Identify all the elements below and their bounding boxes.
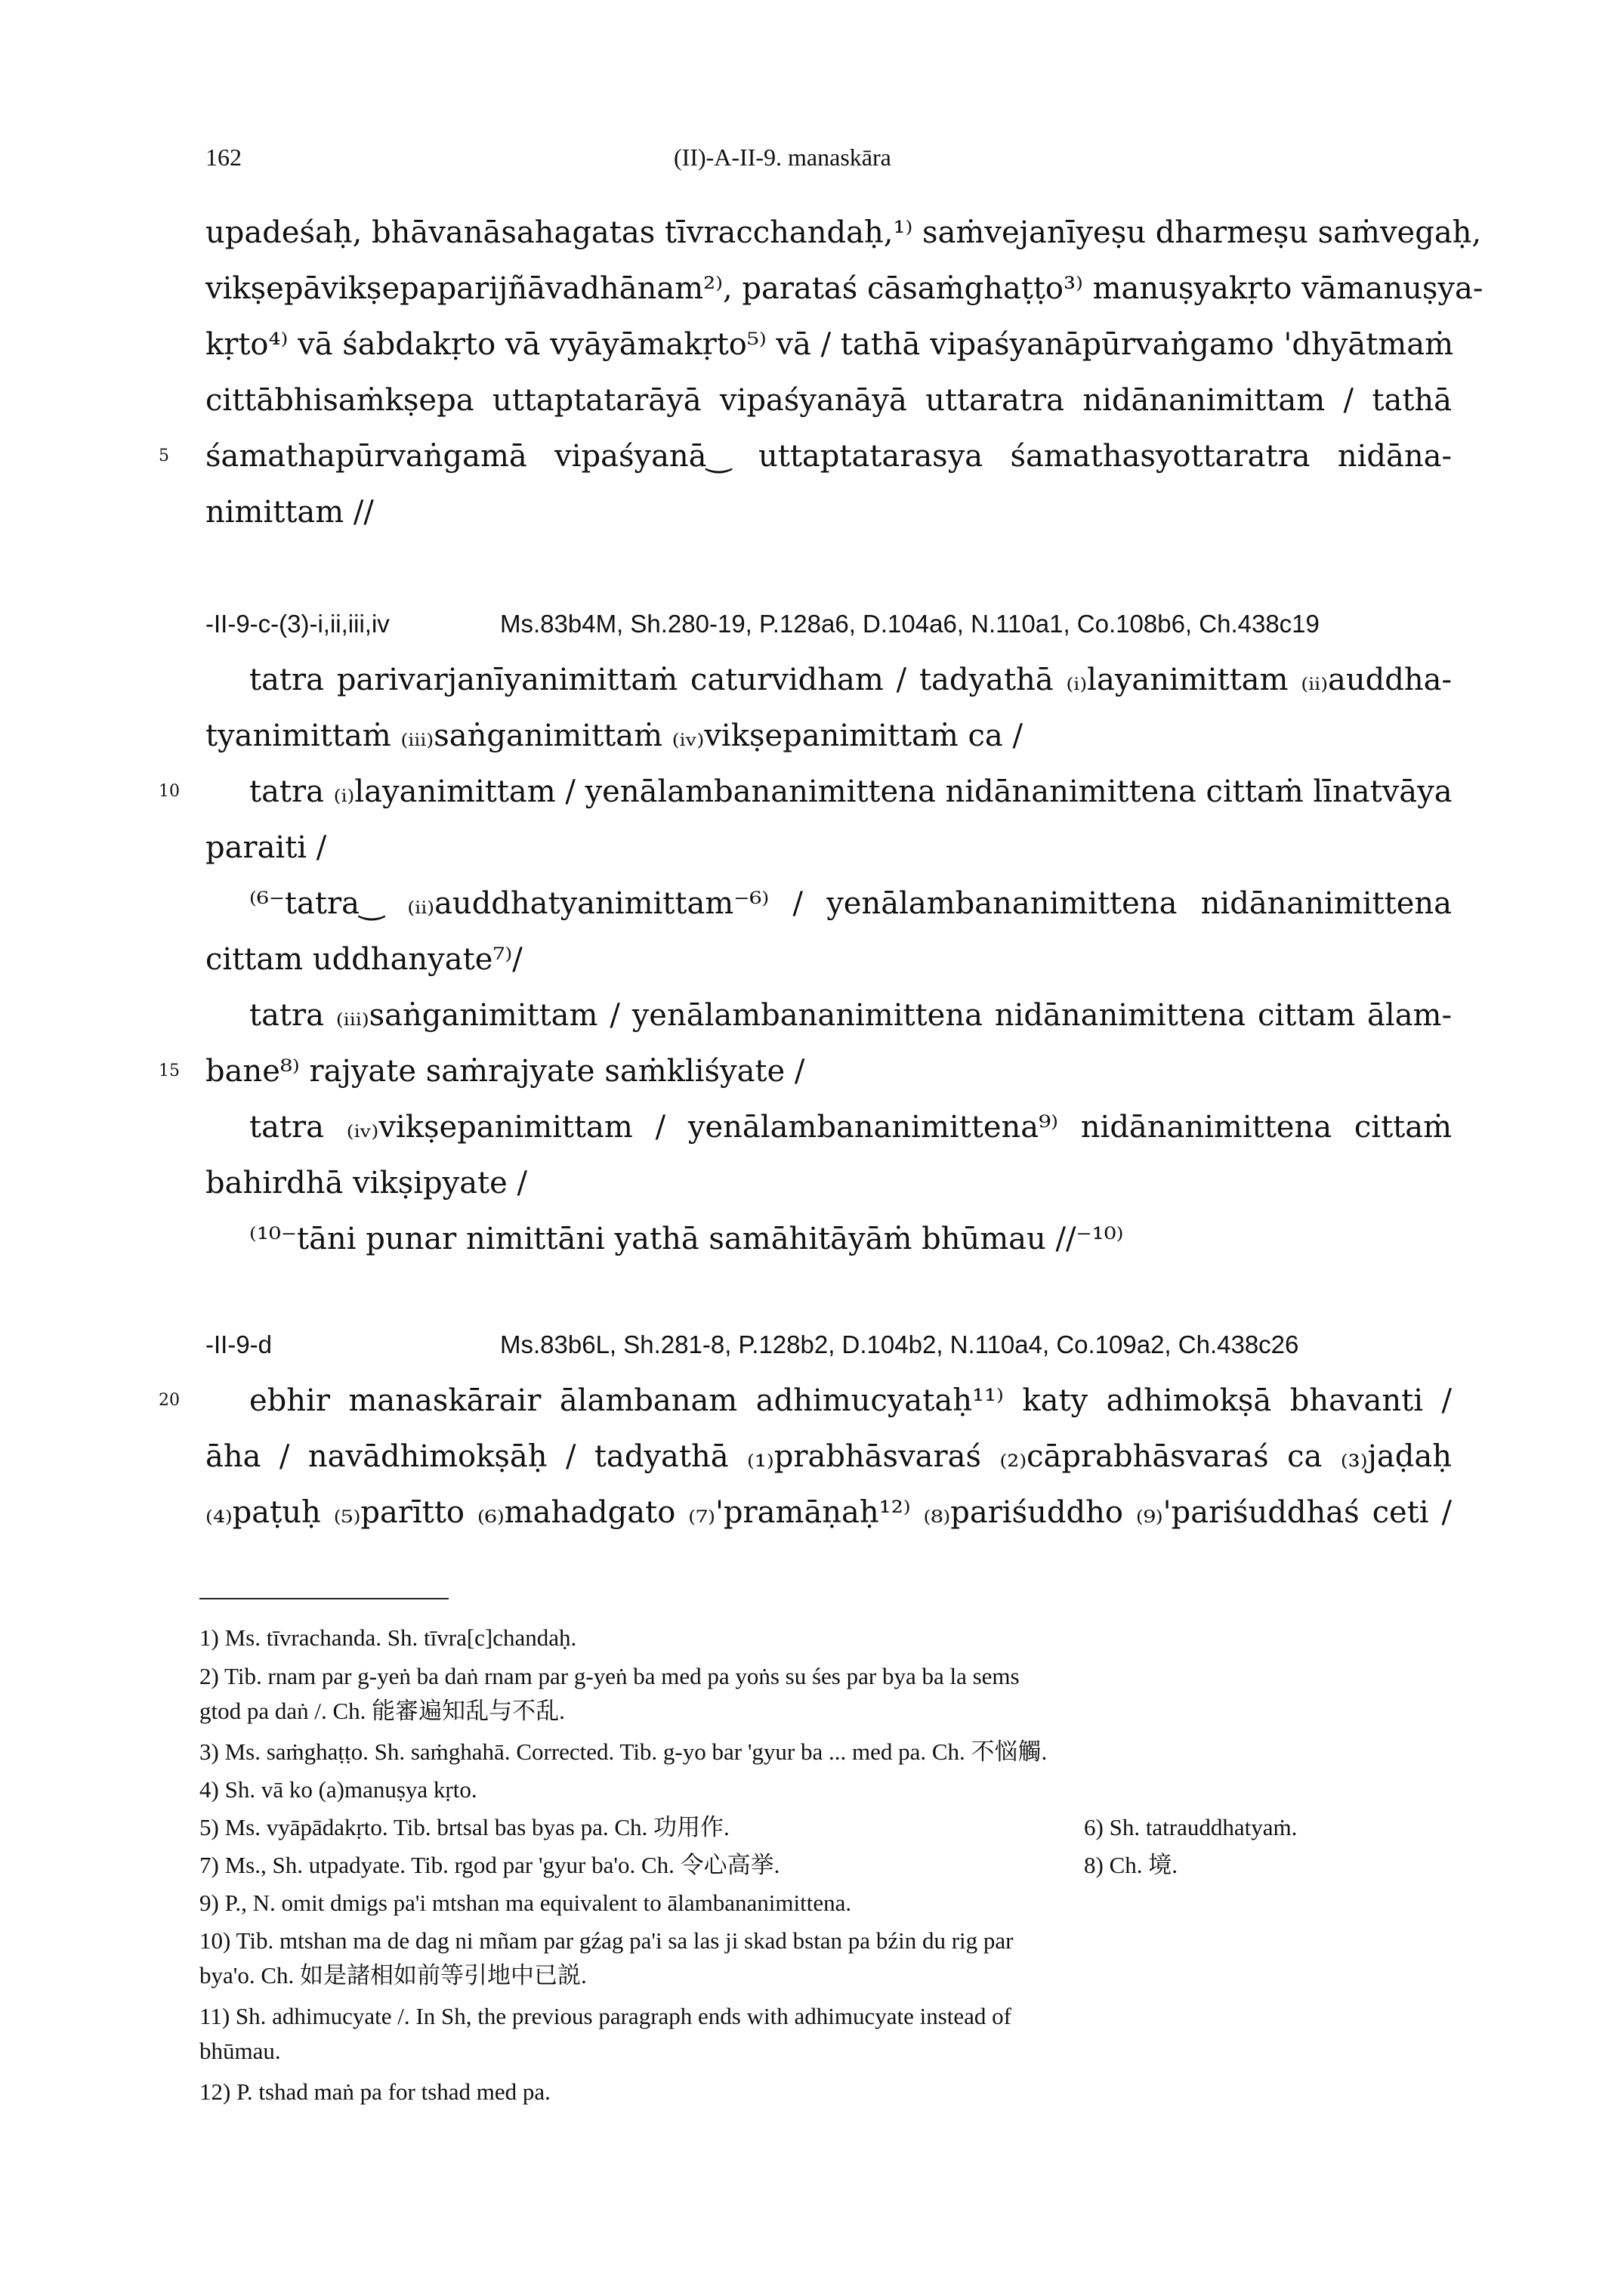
text-line: tatra parivarjanīyanimittaṁ caturvidham / tadyathā ₍ᵢ₎layanimittam ₍ᵢᵢ₎auddha- bbox=[249, 663, 1452, 697]
footnote-continuation: gtod pa daṅ /. Ch. 能審遍知乱与不乱. bbox=[199, 1698, 565, 1724]
text-line: tatra ₍ᵢᵥ₎vikṣepanimittam / yenālambananimittena⁹⁾ nidānanimittena cittaṁ bbox=[249, 1110, 1452, 1145]
footnote: 6) Sh. tatrauddhatyaṁ. bbox=[1084, 1814, 1298, 1840]
section-references: Ms.83b6L, Sh.281-8, P.128b2, D.104b2, N.110a4, Co.109a2, Ch.438c26 bbox=[500, 1330, 1299, 1358]
footnote-rule bbox=[199, 1598, 449, 1599]
footnote: 11) Sh. adhimucyate /. In Sh, the previous paragraph ends with adhimucyate instead of bbox=[199, 2003, 1011, 2029]
text-line: tyanimittaṁ ₍ᵢᵢᵢ₎saṅganimittaṁ ₍ᵢᵥ₎vikṣepanimittaṁ ca / bbox=[205, 718, 1023, 753]
text-line: ₍₄₎paṭuḥ ₍₅₎parītto ₍₆₎mahadgato ₍₇₎'pramāṇaḥ¹²⁾ ₍₈₎pariśuddho ₍₉₎'pariśuddhaś ceti / bbox=[205, 1495, 1452, 1530]
text-line: ebhir manaskārair ālambanam adhimucyataḥ¹¹⁾ katy adhimokṣā bhavanti / bbox=[249, 1383, 1452, 1418]
footnote: 10) Tib. mtshan ma de dag ni mñam par gźag pa'i sa las ji skad bstan pa bźin du rig par bbox=[199, 1927, 1014, 1954]
footnote: 2) Tib. rnam par g-yeṅ ba daṅ rnam par g-yeṅ ba med pa yoṅs su śes par bya ba la sems bbox=[199, 1663, 1020, 1689]
text-line: upadeśaḥ, bhāvanāsahagatas tīvracchandaḥ,¹⁾ saṁvejanīyeṣu dharmeṣu saṁvegaḥ, bbox=[205, 215, 1482, 250]
footnote-continuation: bya'o. Ch. 如是諸相如前等引地中已説. bbox=[199, 1962, 587, 1989]
footnote: 3) Ms. saṁghaṭṭo. Sh. saṁghahā. Corrected. Tib. g-yo bar 'gyur ba ... med pa. Ch. 不悩觸. bbox=[199, 1738, 1048, 1765]
text-line: kṛto⁴⁾ vā śabdakṛto vā vyāyāmakṛto⁵⁾ vā / tathā vipaśyanāpūrvaṅgamo 'dhyātmaṁ bbox=[205, 327, 1453, 362]
section-heading bbox=[205, 604, 1452, 644]
text-line: cittābhisaṁkṣepa uttaptatarāyā vipaśyanāyā uttaratra nidānanimittam / tathā bbox=[205, 383, 1452, 418]
text-line: tatra ₍ᵢᵢᵢ₎saṅganimittam / yenālambananimittena nidānanimittena cittam ālam- bbox=[249, 998, 1452, 1033]
text-line: bahirdhā vikṣipyate / bbox=[205, 1166, 527, 1201]
text-line: ⁽⁶⁻tatra‿ ₍ᵢᵢ₎auddhatyanimittam⁻⁶⁾ / yenālambananimittena nidānanimittena bbox=[249, 886, 1452, 921]
text-line: tatra ₍ᵢ₎layanimittam / yenālambananimittena nidānanimittena cittaṁ līnatvāya bbox=[249, 774, 1453, 809]
text-line: śamathapūrvaṅgamā vipaśyanā‿ uttaptatarasya śamathasyottaratra nidāna- bbox=[205, 439, 1452, 474]
line-number: 10 bbox=[159, 782, 180, 801]
footnote-continuation: bhūmau. bbox=[199, 2038, 281, 2064]
section-heading bbox=[205, 1325, 1452, 1364]
section-id: -II-9-d bbox=[205, 1330, 273, 1358]
footnote: 8) Ch. 境. bbox=[1084, 1852, 1178, 1878]
text-line: bane⁸⁾ rajyate saṁrajyate saṁkliśyate / bbox=[205, 1054, 805, 1089]
text-line: vikṣepāvikṣepaparijñāvadhānam²⁾, parataś cāsaṁghaṭṭo³⁾ manuṣyakṛto vāmanuṣya- bbox=[205, 271, 1484, 306]
footnote: 5) Ms. vyāpādakṛto. Tib. brtsal bas byas pa. Ch. 功用作. bbox=[199, 1814, 730, 1840]
text-line: cittam uddhanyate⁷⁾/ bbox=[205, 942, 523, 977]
text-line: ⁽¹⁰⁻tāni punar nimittāni yathā samāhitāyāṁ bhūmau //⁻¹⁰⁾ bbox=[249, 1222, 1124, 1256]
footnote: 12) P. tshad maṅ pa for tshad med pa. bbox=[199, 2078, 551, 2105]
footnote: 1) Ms. tīvrachanda. Sh. tīvra[c]chandaḥ. bbox=[199, 1624, 577, 1651]
running-head: (II)-A-II-9. manaskāra bbox=[674, 144, 891, 171]
text-line: nimittam // bbox=[205, 495, 374, 530]
running-header bbox=[205, 144, 1452, 181]
text-line: paraiti / bbox=[205, 830, 327, 865]
footnote: 7) Ms., Sh. utpadyate. Tib. rgod par 'gyur ba'o. Ch. 令心高挙. bbox=[199, 1852, 780, 1878]
line-number: 5 bbox=[159, 447, 169, 465]
text-line: āha / navādhimokṣāḥ / tadyathā ₍₁₎prabhāsvaraś ₍₂₎cāprabhāsvaraś ca ₍₃₎jaḍaḥ bbox=[205, 1439, 1452, 1474]
section-references: Ms.83b4M, Sh.280-19, P.128a6, D.104a6, N.110a1, Co.108b6, Ch.438c19 bbox=[500, 610, 1320, 638]
footnote: 9) P., N. omit dmigs pa'i mtshan ma equivalent to ālambananimittena. bbox=[199, 1890, 852, 1916]
section-id: -II-9-c-(3)-i,ii,iii,iv bbox=[205, 610, 390, 638]
page-number: 162 bbox=[205, 144, 242, 171]
footnote: 4) Sh. vā ko (a)manuṣya kṛto. bbox=[199, 1776, 477, 1803]
line-number: 20 bbox=[159, 1391, 180, 1410]
line-number: 15 bbox=[159, 1061, 180, 1080]
